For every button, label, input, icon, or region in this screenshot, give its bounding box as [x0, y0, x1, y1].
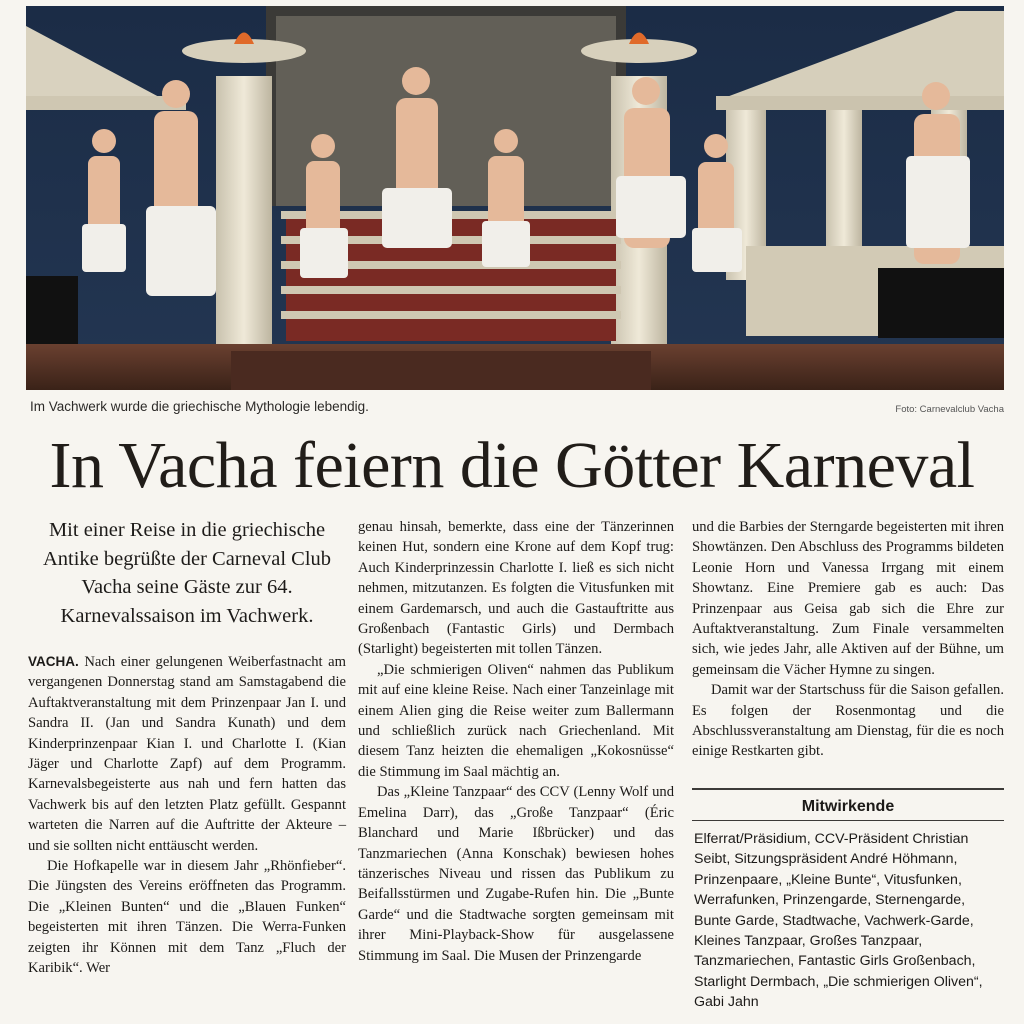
paragraph: und die Barbies der Sterngarde begeisterten mit ihren Showtänzen. Den Abschluss des Programms bildeten Leonie Horn und Vanessa Irrgang mit einem Showtanz. Eine Premiere gab es auch: Das Prinzenpaar aus Geisa gab sich die Ehre zur Auftaktveranstaltung. Zum Finale versammelten sich, wie jedes Jahr, alle Aktiven auf der Bühne, um gemeinsam die Vächer Hymne zu singen. [692, 519, 1004, 678]
participants-title: Mitwirkende [692, 790, 1004, 821]
paragraph: „Die schmierigen Oliven“ nahmen das Publikum mit auf eine kleine Reise. Nach einer Tanzeinlage mit einem Alien ging die Reise weiter zum Ballermann und schließlich zurück nach Griechenland. Mit diesem Tanz heizten die ehemaligen „Kokosnüsse“ die Stimmung im Saal mächtig an. [358, 661, 674, 780]
article-column-2 [358, 517, 674, 966]
lead-paragraph: Mit einer Reise in die griechische Antike begrüßte der Carneval Club Vacha seine Gäste zur 64. Karnevalssaison im Vachwerk. [42, 519, 332, 627]
paragraph: genau hinsah, bemerkte, dass eine der Tänzerinnen keinen Hut, sondern eine Krone auf dem Kopf trug: Auch Kinderprinzessin Charlotte I. ließ es sich nicht nehmen, mitzutanzen. Es folgten die Vitusfunken mit einem Gardemarsch, und auch die Gastauftritte aus Großenbach (Fantastic Girls) und Dermbach (Starlight) begeisterten mit tollen Tänzen. [358, 519, 674, 658]
article-photo [26, 6, 1004, 390]
paragraph: Damit war der Startschuss für die Saison gefallen. Es folgen der Rosenmontag und die Abschlussveranstaltung am Dienstag, für die es noch einige Restkarten gibt. [692, 682, 1004, 760]
paragraph-text: Nach einer gelungenen Weiberfastnacht am vergangenen Donnerstag stand am Samstagabend die Auftaktveranstaltung mit dem Prinzenpaar Jan I. und Sandra II. (Jan und Sandra Kunath) und dem Kinderprinzenpaar Kian I. und Charlotte I. (Kian Jäger und Charlotte Zapf) auf dem Programm. Karnevalsbegeisterte aus nah und fern hatten das Vachwerk bis auf den letzten Platz gefüllt. Gespannt warteten die Narren auf die Auftritte der Akteure – und sie sollten nicht enttäuscht werden. [28, 654, 346, 854]
photo-caption: Im Vachwerk wurde die griechische Mythologie lebendig. [30, 399, 369, 414]
article-column-3 [692, 517, 1004, 762]
participants-box [692, 788, 1004, 1018]
dateline: VACHA. [28, 654, 79, 669]
article-column-1 [28, 652, 346, 979]
headline: In Vacha feiern die Götter Karneval [49, 429, 975, 502]
photo-credit: Foto: Carnevalclub Vacha [895, 404, 1004, 415]
paragraph: Die Hofkapelle war in diesem Jahr „Rhönfieber“. Die Jüngsten des Vereins eröffneten das Programm. Die „Kleinen Bunten“ und die „Blauen Funken“ begeisterten mit ihren Tänzen. Die Werra-Funken zeigten ihr Können mit dem Tanz „Fluch der Karibik“. Wer [28, 858, 346, 977]
participants-list: Elferrat/Präsidium, CCV-Präsident Christian Seibt, Sitzungspräsident André Höhmann, Prinzenpaare, „Kleine Bunte“, Vitusfunken, Werrafunken, Prinzengarde, Sternengarde, Bunte Garde, Stadtwache, Vachwerk-Garde, Kleines Tanzpaar, Großes Tanzpaar, Tanzmariechen, Fantastic Girls Großenbach, Starlight Dermbach, „Die schmierigen Oliven“, Gabi Jahn [694, 831, 983, 1011]
paragraph [28, 652, 346, 856]
paragraph: Das „Kleine Tanzpaar“ des CCV (Lenny Wolf und Emelina Darr), das „Große Tanzpaar“ (Éric Blanchard und Marie Ißbrücker) und das Tanzmariechen (Anna Konschak) bewiesen hohes tänzerisches Niveau und rissen das Publikum zu Beifallsstürmen und Zugabe-Rufen hin. Die „Bunte Garde“ und die Stadtwache sorgten gemeinsam mit ihrer Mini-Playback-Show für ausgelassene Stimmung im Saal. Die Musen der Prinzengarde [358, 784, 674, 964]
